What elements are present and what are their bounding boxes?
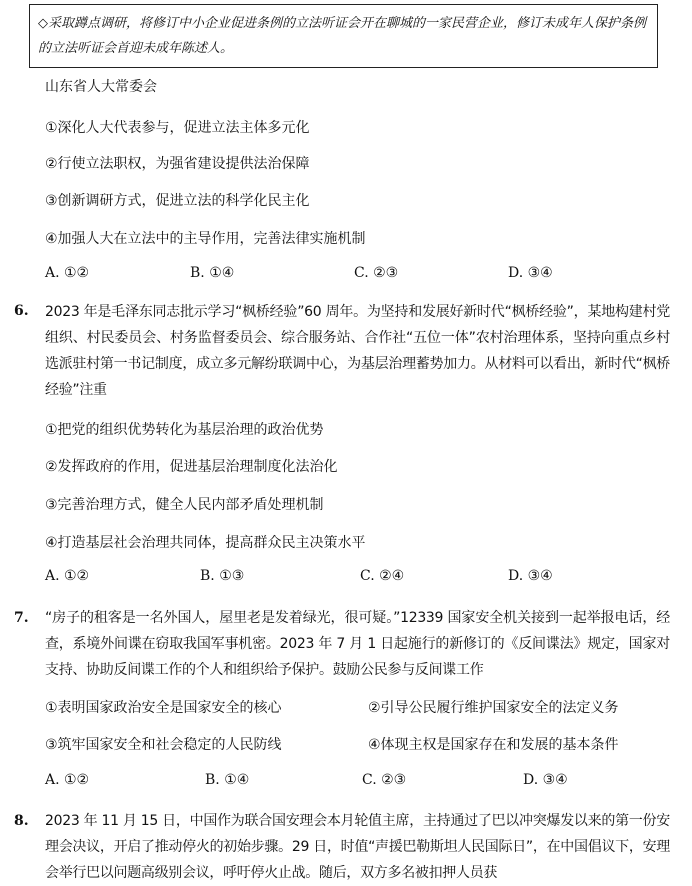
q7-item-3: ③筑牢国家安全和社会稳定的人民防线 (45, 737, 282, 753)
q6-option-b: B. ①③ (200, 568, 245, 584)
q7-option-d: D. ③④ (523, 772, 568, 788)
q8-stem: 2023 年 11 月 15 日，中国作为联合国安理会本月轮值主席，主持通过了巴以冲突爆发以来的第一份安理会决议，开启了推动停火的初始步骤。29 日，时值“声援巴勒斯坦人民国际日”，在中国倡议下，安理会举行巴以问题高级别会议，呼吁停火止战。随后，双方多名被扣押人员获 (45, 813, 670, 881)
q6-item-3: ③完善治理方式，健全人民内部矛盾处理机制 (45, 497, 324, 513)
q7-option-b: B. ①④ (205, 772, 250, 788)
q6-option-d: D. ③④ (508, 568, 553, 584)
q7-item-1: ①表明国家政治安全是国家安全的核心 (45, 700, 282, 716)
q6-item-1: ①把党的组织优势转化为基层治理的政治优势 (45, 422, 324, 438)
q6-item-4: ④打造基层社会治理共同体，提高群众民主决策水平 (45, 535, 366, 551)
q7-item-4: ④体现主权是国家存在和发展的基本条件 (368, 737, 619, 753)
q5-option-c: C. ②③ (354, 265, 399, 281)
q5-item-4: ④加强人大在立法中的主导作用，完善法律实施机制 (45, 231, 366, 247)
q6-option-c: C. ②④ (360, 568, 405, 584)
q8-number: 8. (14, 813, 29, 829)
q5-item-3: ③创新调研方式，促进立法的科学化民主化 (45, 193, 310, 209)
q5-item-1: ①深化人大代表参与，促进立法主体多元化 (45, 120, 310, 136)
q5-item-2: ②行使立法职权，为强省建设提供法治保障 (45, 156, 310, 172)
q7-stem: “房子的租客是一名外国人，屋里老是发着绿光，很可疑。”12339 国家安全机关接到一起举报电话，经查，系境外间谍在窃取我国军事机密。2023 年 7 月 1 日起施行的新修订的《反间谍法》规定，国家对支持、协助反间谍工作的个人和组织给予保护。鼓励公民参与反间谍工作 (45, 610, 670, 678)
q6-item-2: ②发挥政府的作用，促进基层治理制度化法治化 (45, 459, 338, 475)
q5-agency: 山东省人大常委会 (45, 79, 157, 95)
q7-option-a: A. ①② (45, 772, 90, 788)
q6-number: 6. (14, 303, 29, 319)
material-text: ◇采取蹲点调研，将修订中小企业促进条例的立法听证会开在聊城的一家民营企业，修订未成年人保护条例的立法听证会首迎未成年陈述人。 (38, 16, 646, 56)
q6-stem: 2023 年是毛泽东同志批示学习“枫桥经验”60 周年。为坚持和发展好新时代“枫桥经验”，某地构建村党组织、村民委员会、村务监督委员会、综合服务站、合作社“五位一体”农村治理体系，坚持向重点乡村选派驻村第一书记制度，成立多元解纷联调中心，为基层治理蓄势加力。从材料可以看出，新时代“枫桥经验”注重 (45, 304, 670, 398)
q7-item-2: ②引导公民履行维护国家安全的法定义务 (368, 700, 619, 716)
q7-number: 7. (14, 610, 29, 626)
q5-option-b: B. ①④ (190, 265, 235, 281)
q7-option-c: C. ②③ (362, 772, 407, 788)
q5-option-a: A. ①② (45, 265, 90, 281)
q5-option-d: D. ③④ (508, 265, 553, 281)
material-box (29, 4, 658, 68)
q6-option-a: A. ①② (45, 568, 90, 584)
